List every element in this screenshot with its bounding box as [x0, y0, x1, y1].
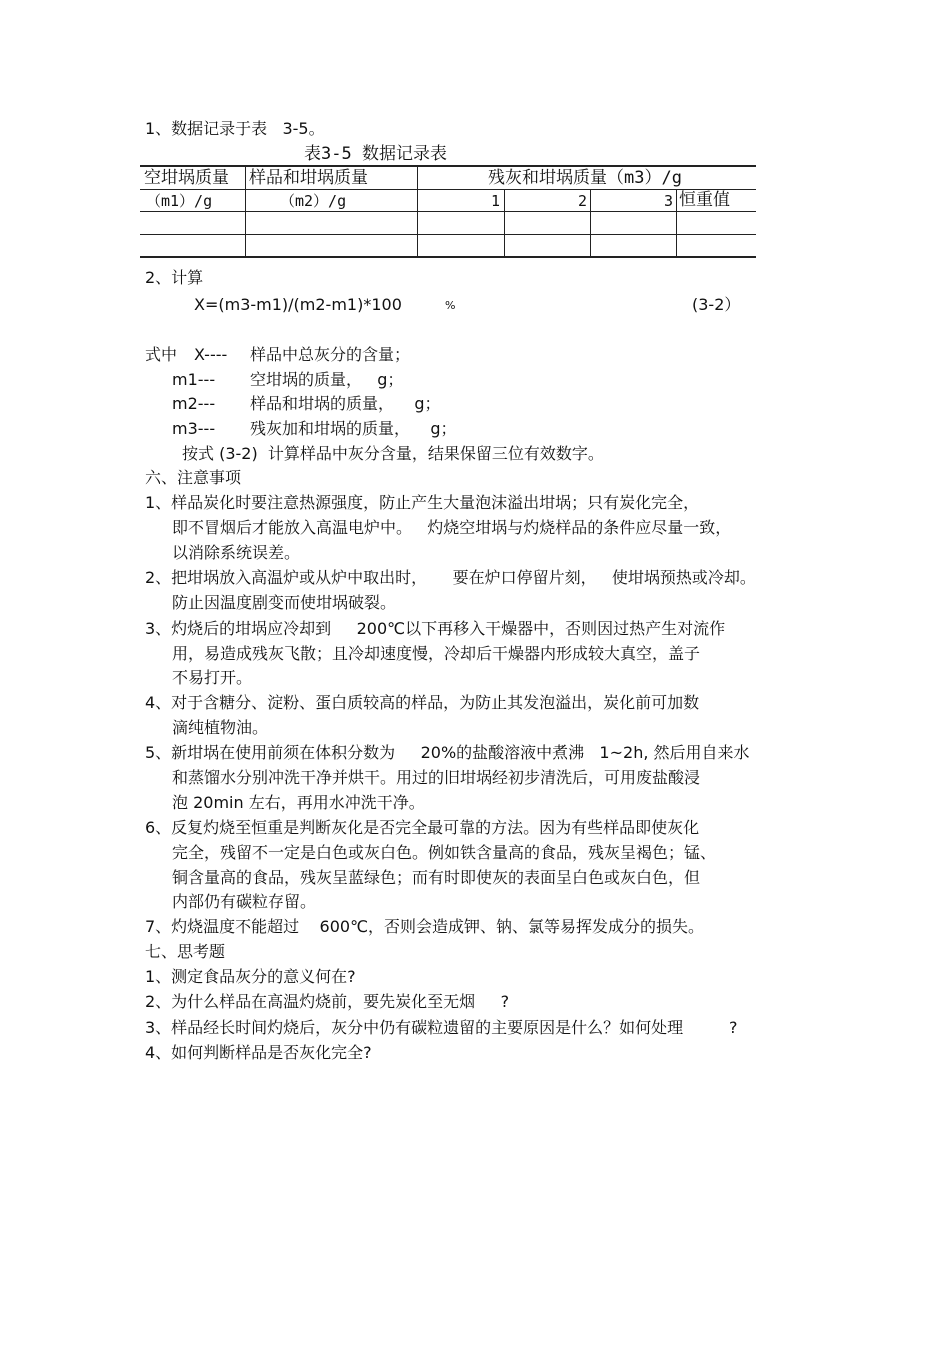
table-col-line-2 [417, 165, 418, 257]
col-m1-unit: （m1）/g [146, 192, 213, 210]
where-label: 式中 [145, 345, 178, 364]
col-empty-crucible-header: 空坩埚质量 [144, 168, 229, 188]
section-7-title: 七、思考题 [145, 942, 226, 961]
sub-col-2: 2 [578, 192, 588, 210]
table-row-divider-1 [140, 211, 756, 212]
var-m1-desc: 空坩埚的质量， g； [250, 370, 404, 389]
note-5-line-1: 5、新坩埚在使用前须在体积分数为 20%的盐酸溶液中煮沸 1~2h, 然后用自来水 [145, 743, 750, 762]
var-x-symbol: X---- [194, 345, 228, 364]
table-col-line-5 [676, 189, 677, 257]
table-col-line-4 [590, 189, 591, 257]
note-6-line-2: 完全，残留不一定是白色或灰白色。例如铁含量高的食品，残灰呈褐色；锰、 [172, 843, 717, 862]
note-5-line-3: 泡 20min 左右，再用水冲洗干净。 [172, 793, 425, 812]
note-6-line-1: 6、反复灼烧至恒重是判断灰化是否完全最可靠的方法。因为有些样品即使灰化 [145, 818, 700, 837]
table-title: 表3-5 数据记录表 [304, 144, 447, 164]
note-1-line-2: 即不冒烟后才能放入高温电炉中。 灼烧空坩埚与灼烧样品的条件应尽量一致， [172, 518, 732, 537]
col-sample-crucible-header: 样品和坩埚质量 [249, 168, 368, 188]
calc-note: 按式 (3-2) 计算样品中灰分含量，结果保留三位有效数字。 [182, 444, 604, 463]
var-m3-desc: 残灰加和坩埚的质量， g； [250, 419, 457, 438]
col-constant-weight: 恒重值 [679, 190, 730, 210]
note-2-line-1: 2、把坩埚放入高温炉或从炉中取出时， 要在炉口停留片刻， 使坩埚预热或冷却。 [145, 568, 756, 587]
note-1-line-1: 1、样品炭化时要注意热源强度，防止产生大量泡沫溢出坩埚；只有炭化完全， [145, 493, 700, 512]
question-2: 2、为什么样品在高温灼烧前，要先炭化至无烟 ? [145, 992, 510, 1011]
question-3: 3、样品经长时间灼烧后，灰分中仍有碳粒遗留的主要原因是什么？如何处理 ? [145, 1018, 738, 1037]
intro-text: 1、数据记录于表 3-5。 [145, 119, 325, 138]
note-1-line-3: 以消除系统误差。 [172, 543, 301, 562]
calc-title: 2、计算 [145, 268, 204, 287]
question-4: 4、如何判断样品是否灰化完全? [145, 1043, 372, 1062]
formula-number: (3-2） [692, 295, 741, 314]
sub-col-3: 3 [664, 192, 674, 210]
var-m2-desc: 样品和坩埚的质量， g； [250, 394, 441, 413]
note-3-line-3: 不易打开。 [172, 668, 253, 687]
note-2-line-2: 防止因温度剧变而使坩埚破裂。 [172, 593, 397, 612]
table-top-border [140, 165, 756, 167]
col-m2-unit: （m2）/g [280, 192, 347, 210]
sub-col-1: 1 [491, 192, 501, 210]
var-m3-symbol: m3--- [172, 419, 216, 438]
table-col-line-3 [504, 189, 505, 257]
note-4-line-1: 4、对于含糖分、淀粉、蛋白质较高的样品，为防止其发泡溢出，炭化前可加数 [145, 693, 700, 712]
var-m1-symbol: m1--- [172, 370, 216, 389]
table-bottom-border [140, 256, 756, 258]
note-3-line-1: 3、灼烧后的坩埚应冷却到 200℃以下再移入干燥器中，否则因过热产生对流作 [145, 619, 726, 638]
note-6-line-4: 内部仍有碳粒存留。 [172, 892, 317, 911]
var-x-desc: 样品中总灰分的含量； [250, 345, 411, 364]
note-5-line-2: 和蒸馏水分别冲洗干净并烘干。用过的旧坩埚经初步清洗后，可用废盐酸浸 [172, 768, 701, 787]
var-m2-symbol: m2--- [172, 394, 216, 413]
col-ash-crucible-header: 残灰和坩埚质量（m3）/g [488, 168, 682, 188]
table-row-divider-2 [140, 234, 756, 235]
note-7-line-1: 7、灼烧温度不能超过 600℃，否则会造成钾、钠、氯等易挥发成分的损失。 [145, 917, 705, 936]
table-col-line-1 [245, 165, 246, 257]
formula: X=(m3-m1)/(m2-m1)*100 [194, 295, 402, 314]
section-6-title: 六、注意事项 [145, 468, 242, 487]
note-4-line-2: 滴纯植物油。 [172, 718, 269, 737]
note-6-line-3: 铜含量高的食品，残灰呈蓝绿色；而有时即使灰的表面呈白色或灰白色，但 [172, 868, 701, 887]
formula-unit: % [445, 299, 456, 312]
note-3-line-2: 用，易造成残灰飞散；且冷却速度慢，冷却后干燥器内形成较大真空，盖子 [172, 644, 701, 663]
question-1: 1、测定食品灰分的意义何在? [145, 967, 356, 986]
